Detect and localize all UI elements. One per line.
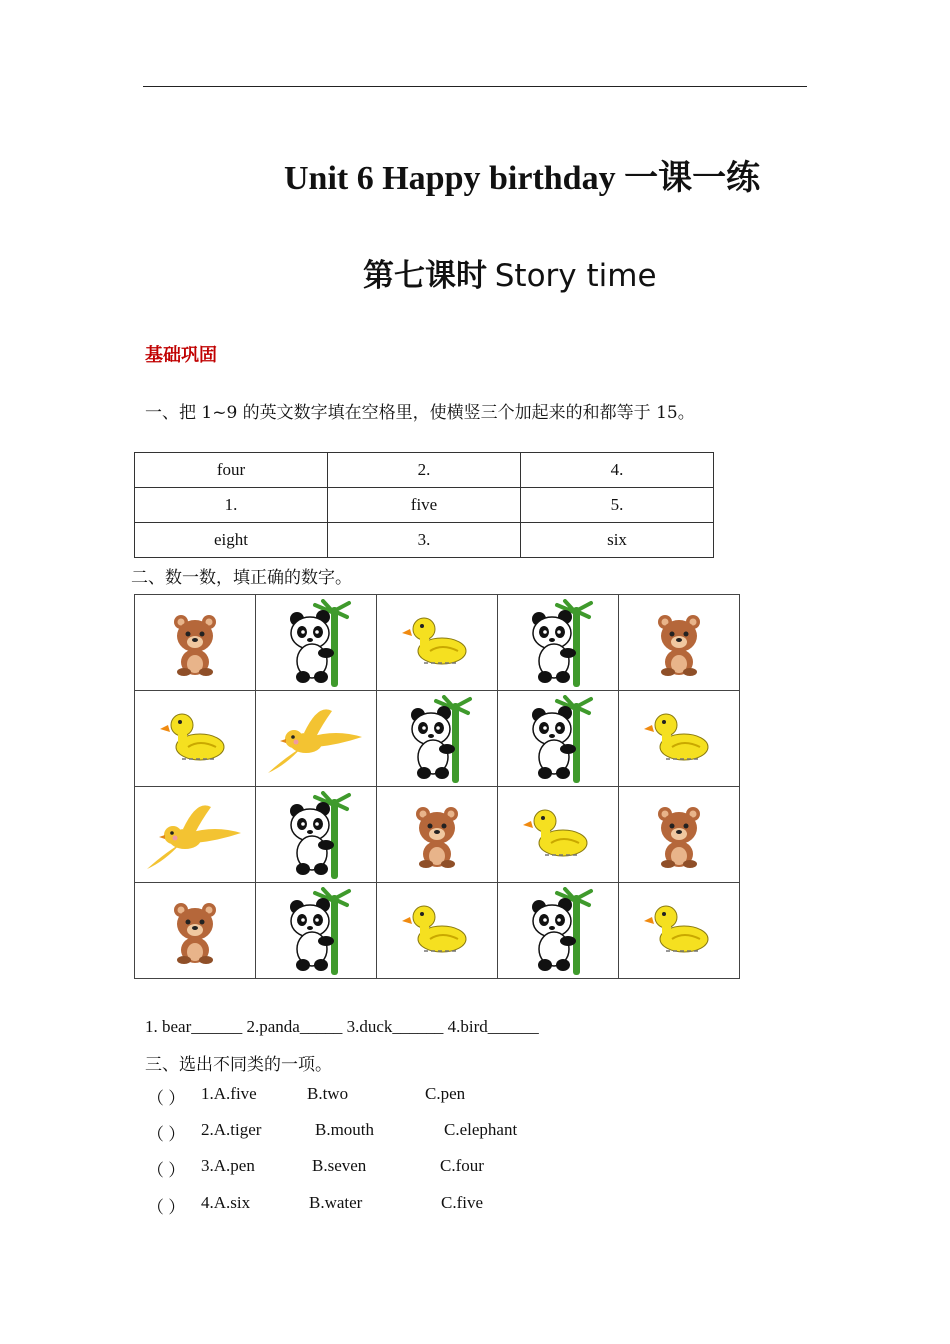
panda-icon [498, 599, 618, 687]
table-row [135, 787, 740, 883]
bear-icon [619, 610, 739, 676]
panda-icon [377, 695, 497, 783]
table-cell: 1. [135, 488, 328, 523]
duck-icon [619, 901, 739, 961]
bear-icon [135, 898, 255, 964]
option-a: 3.A.pen [201, 1156, 255, 1175]
panda-picture-cell [498, 595, 619, 691]
bear-picture-cell [135, 883, 256, 979]
duck-icon [135, 709, 255, 769]
magic-square-table [134, 452, 714, 558]
duck-picture-cell [619, 883, 740, 979]
q2-blanks: 1. bear______ 2.panda_____ 3.duck______ 4.bird______ [145, 1017, 539, 1036]
option-b: B.water [309, 1193, 363, 1212]
bear-picture-cell [135, 595, 256, 691]
duck-picture-cell [498, 787, 619, 883]
section-label: 基础巩固 [145, 345, 217, 366]
panda-icon [498, 695, 618, 783]
bird-icon [135, 799, 255, 871]
option-c: C.elephant [444, 1120, 518, 1139]
table-cell: six [521, 523, 714, 558]
panda-picture-cell [377, 691, 498, 787]
answer-paren[interactable]: （ ） [147, 1161, 186, 1180]
answer-paren[interactable]: （ ） [147, 1125, 186, 1144]
bear-picture-cell [619, 595, 740, 691]
subtitle-story: Story time [494, 258, 657, 294]
table-row [135, 883, 740, 979]
duck-picture-cell [377, 595, 498, 691]
q1-instruction: 一、把 1~9 的英文数字填在空格里，使横竖三个加起来的和都等于 15。 [145, 403, 695, 423]
option-a: 1.A.five [201, 1084, 257, 1103]
bird-picture-cell [135, 787, 256, 883]
answer-paren[interactable]: （ ） [147, 1198, 186, 1217]
q3-instruction: 三、选出不同类的一项。 [145, 1055, 332, 1075]
table-row [135, 523, 714, 558]
option-b: B.seven [312, 1156, 367, 1175]
panda-picture-cell [498, 883, 619, 979]
bear-picture-cell [619, 787, 740, 883]
animal-picture-table [134, 594, 740, 979]
table-cell: 4. [521, 453, 714, 488]
table-row [135, 691, 740, 787]
bird-picture-cell [256, 691, 377, 787]
bear-icon [377, 802, 497, 868]
table-row [135, 453, 714, 488]
duck-icon [498, 805, 618, 865]
table-cell: 5. [521, 488, 714, 523]
answer-paren[interactable]: （ ） [147, 1089, 186, 1108]
bear-icon [135, 610, 255, 676]
duck-icon [619, 709, 739, 769]
panda-picture-cell [256, 787, 377, 883]
q2-instruction: 二、数一数，填正确的数字。 [131, 568, 352, 588]
bear-picture-cell [377, 787, 498, 883]
page-subtitle [363, 250, 657, 295]
option-b: B.mouth [315, 1120, 375, 1139]
table-cell: 2. [328, 453, 521, 488]
option-c: C.pen [425, 1084, 466, 1103]
duck-picture-cell [377, 883, 498, 979]
subtitle-lesson: 第七课时 [363, 258, 487, 294]
option-b: B.two [307, 1084, 349, 1103]
duck-picture-cell [619, 691, 740, 787]
duck-icon [377, 901, 497, 961]
table-cell: eight [135, 523, 328, 558]
option-a: 2.A.tiger [201, 1120, 262, 1139]
option-a: 4.A.six [201, 1193, 251, 1212]
table-row [135, 488, 714, 523]
header-rule [143, 86, 807, 87]
panda-icon [256, 791, 376, 879]
table-row [135, 595, 740, 691]
panda-icon [498, 887, 618, 975]
panda-picture-cell [256, 595, 377, 691]
duck-icon [377, 613, 497, 673]
page-title: Unit 6 Happy birthday 一课一练 [284, 160, 761, 197]
table-cell: five [328, 488, 521, 523]
option-c: C.four [440, 1156, 484, 1175]
bear-icon [619, 802, 739, 868]
table-cell: 3. [328, 523, 521, 558]
duck-picture-cell [135, 691, 256, 787]
panda-picture-cell [498, 691, 619, 787]
panda-picture-cell [256, 883, 377, 979]
bird-icon [256, 703, 376, 775]
option-c: C.five [441, 1193, 484, 1212]
panda-icon [256, 599, 376, 687]
table-cell: four [135, 453, 328, 488]
panda-icon [256, 887, 376, 975]
